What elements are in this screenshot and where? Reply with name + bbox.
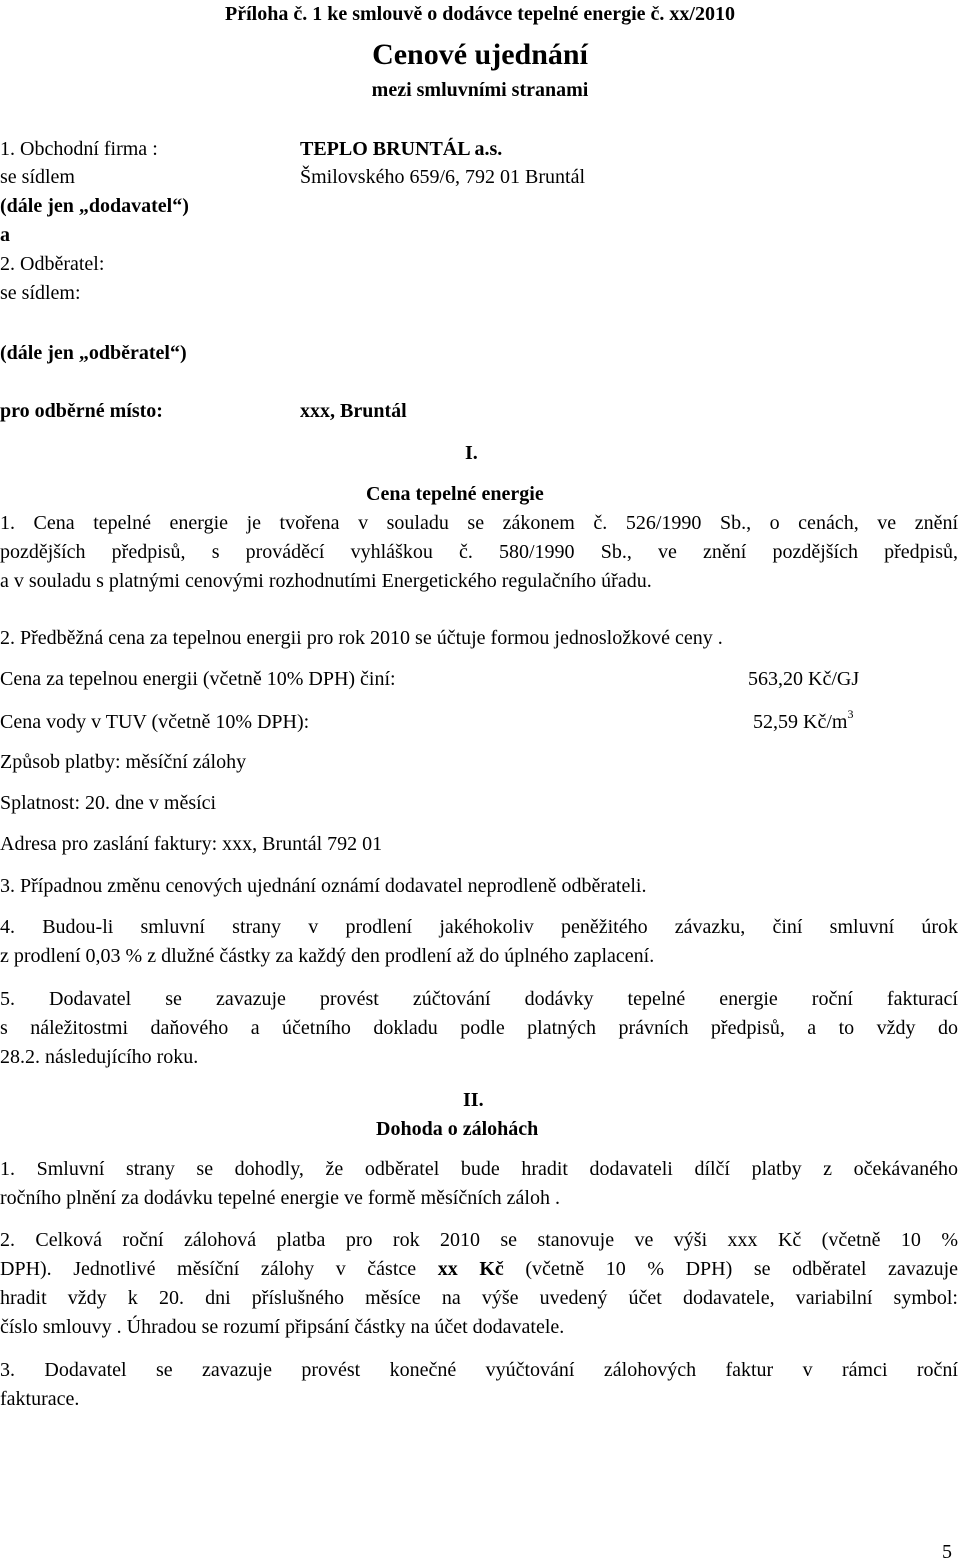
paragraph-line bbox=[0, 1255, 958, 1284]
section-2-paragraph-1 bbox=[0, 1155, 958, 1213]
paragraph-line: ročního plnění za dodávku tepelné energie ve formě měsíčních záloh . bbox=[0, 1187, 560, 1209]
section-1-paragraph-1 bbox=[0, 509, 958, 596]
line-text: DPH). Jednotlivé měsíční zálohy v částce bbox=[0, 1258, 438, 1280]
paragraph-line: pozdějších předpisů, s prováděcí vyhláškou č. 580/1990 Sb., ve znění pozdějších předpisů, bbox=[0, 541, 958, 563]
page-number: 5 bbox=[942, 1541, 952, 1563]
payment-method: Způsob platby: měsíční zálohy bbox=[0, 751, 247, 773]
section-1-title: Cena tepelné energie bbox=[366, 483, 544, 505]
heat-price-label: Cena za tepelnou energii (včetně 10% DPH) činí: bbox=[0, 668, 396, 690]
section-1-number: I. bbox=[465, 442, 478, 464]
paragraph-line: z prodlení 0,03 % z dlužné částky za každý den prodlení až do úplného zaplacení. bbox=[0, 945, 655, 967]
section-2-title: Dohoda o zálohách bbox=[376, 1118, 539, 1140]
water-price-amount: 52,59 Kč/m bbox=[753, 711, 848, 733]
payment-due: Splatnost: 20. dne v měsíci bbox=[0, 792, 217, 814]
and-label: a bbox=[0, 224, 10, 246]
supplier-label: 1. Obchodní firma : bbox=[0, 138, 158, 160]
document-title: Cenové ujednání bbox=[372, 38, 588, 71]
delivery-point-value: xxx, Bruntál bbox=[300, 400, 407, 422]
line-text: (včetně 10 % DPH) se odběratel zavazuje bbox=[503, 1258, 958, 1280]
section-1-paragraph-3: 3. Případnou změnu cenových ujednání oznámí dodavatel neprodleně odběrateli. bbox=[0, 875, 647, 897]
paragraph-line: číslo smlouvy . Úhradou se rozumí připsání částky na účet dodavatele. bbox=[0, 1316, 565, 1338]
heat-price-value: 563,20 Kč/GJ bbox=[748, 668, 860, 690]
paragraph-line: a v souladu s platnými cenovými rozhodnutími Energetického regulačního úřadu. bbox=[0, 570, 652, 592]
paragraph-line: s náležitostmi daňového a účetního dokladu podle platných právních předpisů, a to vždy do bbox=[0, 1017, 958, 1039]
delivery-point-label: pro odběrné místo: bbox=[0, 400, 163, 422]
supplier-address: Šmilovského 659/6, 792 01 Bruntál bbox=[300, 166, 585, 188]
cubic-superscript: 3 bbox=[847, 707, 854, 722]
supplier-seat-label: se sídlem bbox=[0, 166, 75, 188]
paragraph-line: 28.2. následujícího roku. bbox=[0, 1046, 199, 1068]
document-subtitle: mezi smluvními stranami bbox=[371, 79, 589, 101]
section-2-paragraph-2 bbox=[0, 1226, 958, 1342]
advance-amount: xx Kč bbox=[437, 1258, 504, 1280]
water-price-label: Cena vody v TUV (včetně 10% DPH): bbox=[0, 711, 310, 733]
annex-heading: Příloha č. 1 ke smlouvě o dodávce tepelné energie č. xx/2010 bbox=[225, 3, 735, 25]
section-1-paragraph-2: 2. Předběžná cena za tepelnou energii pro rok 2010 se účtuje formou jednosložkové ceny . bbox=[0, 627, 723, 649]
supplier-alias: (dále jen „dodavatel“) bbox=[0, 195, 189, 217]
invoice-address: Adresa pro zaslání faktury: xxx, Bruntál 792 01 bbox=[0, 833, 383, 855]
section-1-paragraph-4 bbox=[0, 913, 958, 971]
paragraph-line: 3. Dodavatel se zavazuje provést konečné vyúčtování zálohových faktur v rámci roční bbox=[0, 1359, 958, 1381]
supplier-name: TEPLO BRUNTÁL a.s. bbox=[300, 138, 503, 160]
paragraph-line: hradit vždy k 20. dni příslušného měsíce na výše uvedený účet dodavatele, variabilní symbol: bbox=[0, 1287, 958, 1309]
paragraph-line: 5. Dodavatel se zavazuje provést zúčtování dodávky tepelné energie roční fakturací bbox=[0, 988, 958, 1010]
section-2-number: II. bbox=[463, 1089, 484, 1111]
customer-seat-label: se sídlem: bbox=[0, 282, 81, 304]
customer-alias: (dále jen „odběratel“) bbox=[0, 342, 187, 364]
paragraph-line: 4. Budou-li smluvní strany v prodlení jakéhokoliv peněžitého závazku, činí smluvní úrok bbox=[0, 916, 958, 938]
water-price-value bbox=[753, 707, 854, 734]
paragraph-line: 2. Celková roční zálohová platba pro rok 2010 se stanovuje ve výši xxx Kč (včetně 10 % bbox=[0, 1229, 958, 1251]
paragraph-line: 1. Smluvní strany se dohodly, že odběratel bude hradit dodavateli dílčí platby z očekávaného bbox=[0, 1158, 958, 1180]
paragraph-line: 1. Cena tepelné energie je tvořena v souladu se zákonem č. 526/1990 Sb., o cenách, ve znění bbox=[0, 512, 958, 534]
paragraph-line: fakturace. bbox=[0, 1388, 80, 1410]
section-1-paragraph-5 bbox=[0, 985, 958, 1072]
customer-label: 2. Odběratel: bbox=[0, 253, 105, 275]
section-2-paragraph-3 bbox=[0, 1356, 958, 1414]
